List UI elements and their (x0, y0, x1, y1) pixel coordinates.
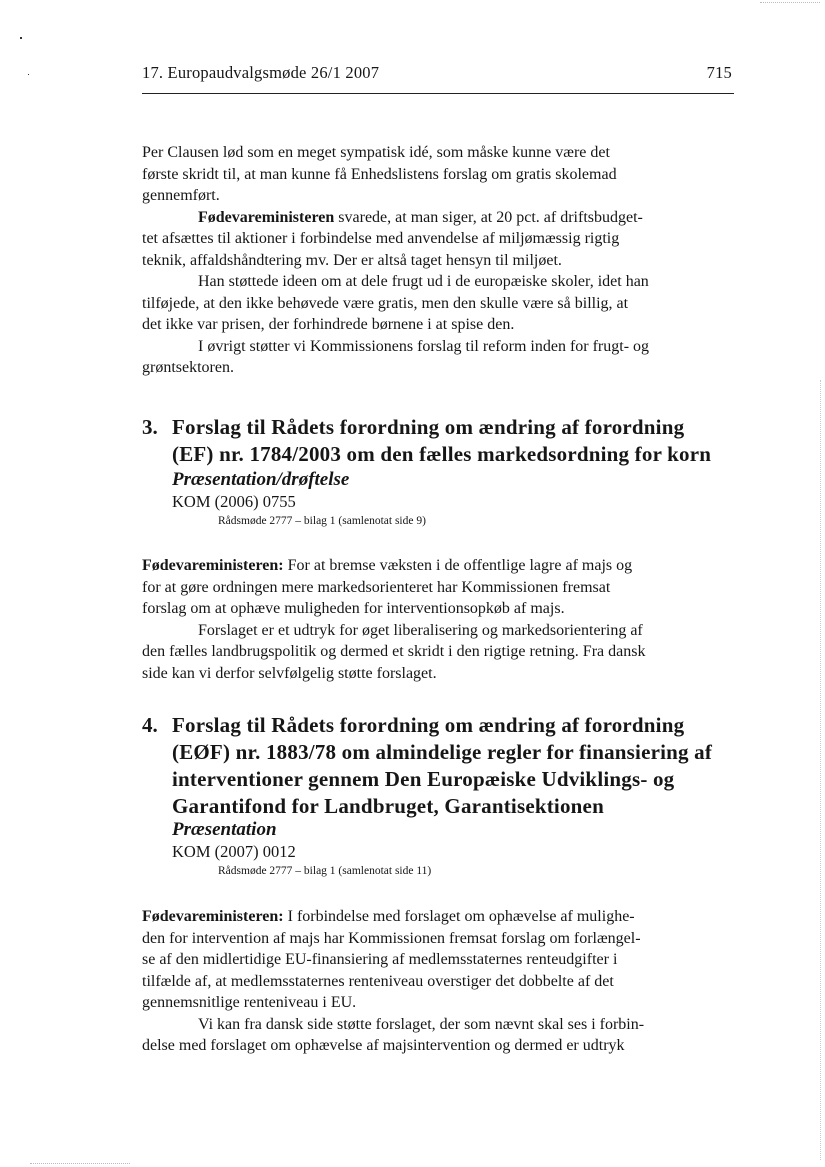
page-number: 715 (706, 63, 732, 82)
section-number: 3. (142, 415, 158, 439)
scan-edge (760, 2, 820, 3)
section-4-text (142, 906, 734, 1057)
intro-text (142, 142, 734, 379)
section-subtitle: Præsentation/drøftelse (172, 469, 350, 490)
text-line (142, 555, 734, 577)
scan-speck (28, 74, 29, 75)
text-line: for at gøre ordningen mere markedsorienteret har Kommissionen fremsat (142, 578, 611, 596)
text-line: teknik, affaldshåndtering mv. Der er altså taget hensyn til miljøet. (142, 251, 562, 269)
text-line: første skridt til, at man kunne få Enhedslistens forslag om gratis skolemad (142, 165, 617, 183)
text-line: tilføjede, at den ikke behøvede være gratis, men den skulle være så billig, at (142, 294, 629, 312)
text-line: tet afsættes til aktioner i forbindelse med anvendelse af miljømæssig rigtig (142, 230, 620, 247)
document-reference: KOM (2006) 0755 (172, 492, 296, 511)
section-subtitle: Præsentation (172, 819, 277, 840)
text-line: se af den midlertidige EU-finansiering af medlemsstaternes renteudgifter i (142, 951, 618, 968)
title-line: (EØF) nr. 1883/78 om almindelige regler for finansiering af (172, 740, 713, 764)
text-line: gennemsnitlige renteniveau i EU. (142, 994, 357, 1011)
council-note: Rådsmøde 2777 – bilag 1 (samlenotat side 9) (218, 515, 426, 527)
section-title (172, 414, 711, 468)
header-rule (142, 93, 734, 94)
text-line (142, 207, 734, 229)
text-line: delse med forslaget om ophævelse af majsintervention og dermed er udtryk (142, 1037, 625, 1054)
title-line: Garantifond for Landbruget, Garantisektionen (172, 794, 604, 818)
document-reference: KOM (2007) 0012 (172, 842, 296, 861)
text-line: Han støttede ideen om at dele frugt ud i de europæiske skoler, idet han (198, 273, 649, 290)
title-line: Forslag til Rådets forordning om ændring af forordning (172, 713, 685, 737)
text-line: forslag om at ophæve muligheden for interventionsopkøb af majs. (142, 600, 565, 617)
section-number: 4. (142, 713, 158, 737)
title-line: (EF) nr. 1784/2003 om den fælles markedsordning for korn (172, 442, 712, 466)
text-line: gennemført. (142, 187, 220, 204)
text-line: den fælles landbrugspolitik og dermed et skridt i den rigtige retning. Fra dansk (142, 643, 646, 660)
title-line: interventioner gennem Den Europæiske Udviklings- og (172, 767, 675, 791)
scan-speck (20, 37, 22, 39)
section-3-text (142, 555, 734, 684)
header-title: 17. Europaudvalgsmøde 26/1 2007 (142, 63, 380, 82)
speaker-name: Fødevareministeren: (142, 908, 284, 925)
text-line: Vi kan fra dansk side støtte forslaget, der som nævnt skal ses i forbin- (198, 1015, 645, 1033)
text-fragment: For at bremse væksten i de offentlige lagre af majs og (283, 557, 633, 574)
text-line: grøntsektoren. (142, 359, 234, 376)
text-line: tilfælde af, at medlemsstaternes renteniveau overstiger det dobbelte af det (142, 972, 614, 990)
text-line: Per Clausen lød som en meget sympatisk idé, som måske kunne være det (142, 144, 610, 161)
text-fragment: svarede, at man siger, at 20 pct. af driftsbudget- (334, 208, 643, 226)
text-line (142, 906, 734, 928)
section-title (172, 712, 712, 820)
council-note: Rådsmøde 2777 – bilag 1 (samlenotat side 11) (218, 865, 432, 877)
speaker-name: Fødevareministeren: (142, 557, 284, 574)
title-line: Forslag til Rådets forordning om ændring af forordning (172, 415, 685, 439)
text-line: I øvrigt støtter vi Kommissionens forslag til reform inden for frugt- og (198, 337, 650, 355)
text-line: side kan vi derfor selvfølgelig støtte forslaget. (142, 664, 437, 682)
scan-edge (820, 380, 821, 1160)
speaker-name: Fødevareministeren (198, 208, 335, 226)
scan-edge (30, 1163, 130, 1164)
text-line: Forslaget er et udtryk for øget liberalisering og markedsorientering af (198, 621, 643, 639)
text-fragment: I forbindelse med forslaget om ophævelse af mulighe- (283, 908, 635, 925)
text-line: den for intervention af majs har Kommissionen fremsat forslag om forlængel- (142, 929, 641, 947)
text-line: det ikke var prisen, der forhindrede børnene i at spise den. (142, 316, 515, 333)
running-header (142, 62, 732, 84)
